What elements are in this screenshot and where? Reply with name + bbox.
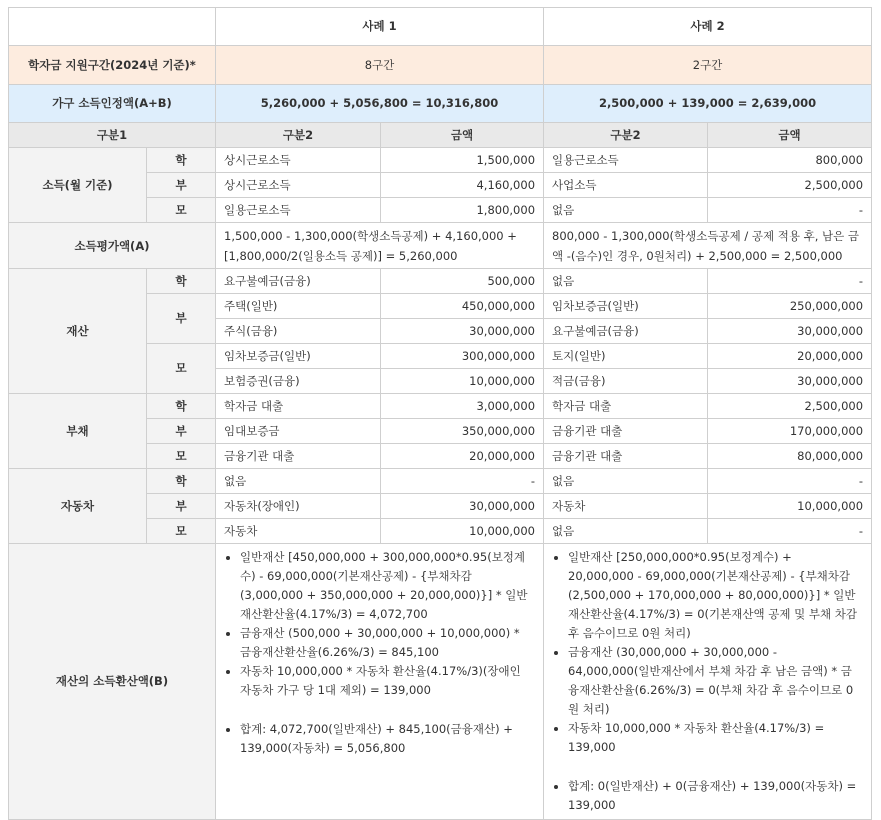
asset-item: 토지(일반): [544, 344, 708, 369]
conversion-case1-list: [226, 548, 533, 758]
household-income-row: [9, 85, 872, 123]
car-amount: -: [708, 519, 872, 544]
list-item: • 합계: 4,072,700(일반재산) + 845,100(금융재산) + 139,000(자동차) = 5,056,800: [240, 720, 533, 758]
debt-item: 학자금 대출: [216, 394, 381, 419]
asset-item: 요구불예금(금융): [544, 319, 708, 344]
car-item: 자동차(장애인): [216, 494, 381, 519]
car-amount: 30,000,000: [381, 494, 544, 519]
header-empty: [9, 8, 216, 46]
tier-case1: 8구간: [216, 46, 544, 85]
debt-item: 금융기관 대출: [544, 419, 708, 444]
income-eval-case1: 1,500,000 - 1,300,000(학생소득공제) + 4,160,000 + [1,800,000/2(일용소득 공제)] = 5,260,000: [216, 223, 544, 269]
tier-row: [9, 46, 872, 85]
table-row: [9, 469, 872, 494]
member-father: 부: [147, 173, 216, 198]
case2-header: 사례 2: [544, 8, 872, 46]
col-amount-case1: 금액: [381, 123, 544, 148]
income-label: 소득(월 기준): [9, 148, 147, 223]
car-item: 자동차: [216, 519, 381, 544]
member-student: 학: [147, 394, 216, 419]
asset-item: 주식(금융): [216, 319, 381, 344]
member-father: 부: [147, 419, 216, 444]
household-income-case2: 2,500,000 + 139,000 = 2,639,000: [544, 85, 872, 123]
asset-amount: 500,000: [381, 269, 544, 294]
asset-amount: 20,000,000: [708, 344, 872, 369]
income-item: 일용근로소득: [216, 198, 381, 223]
car-amount: -: [381, 469, 544, 494]
member-mother: 모: [147, 444, 216, 469]
tier-label: 학자금 지원구간(2024년 기준)*: [9, 46, 216, 85]
col-amount-case2: 금액: [708, 123, 872, 148]
member-mother: 모: [147, 198, 216, 223]
asset-amount: 10,000,000: [381, 369, 544, 394]
car-amount: -: [708, 469, 872, 494]
debt-amount: 3,000,000: [381, 394, 544, 419]
car-item: 없음: [216, 469, 381, 494]
asset-item: 없음: [544, 269, 708, 294]
table-row: [9, 148, 872, 173]
asset-amount: 30,000,000: [708, 319, 872, 344]
debt-amount: 80,000,000: [708, 444, 872, 469]
asset-item: 주택(일반): [216, 294, 381, 319]
asset-amount: 250,000,000: [708, 294, 872, 319]
debt-label: 부채: [9, 394, 147, 469]
asset-amount: -: [708, 269, 872, 294]
asset-amount: 450,000,000: [381, 294, 544, 319]
list-item: • 금융재산 (500,000 + 30,000,000 + 10,000,000) * 금융재산환산율(6.26%/3) = 845,100: [240, 624, 533, 662]
income-item: 없음: [544, 198, 708, 223]
income-item: 일용근로소득: [544, 148, 708, 173]
car-amount: 10,000,000: [381, 519, 544, 544]
car-item: 없음: [544, 519, 708, 544]
income-amount: 1,500,000: [381, 148, 544, 173]
member-student: 학: [147, 269, 216, 294]
income-amount: 4,160,000: [381, 173, 544, 198]
conversion-label: 재산의 소득환산액(B): [9, 544, 216, 820]
household-income-label: 가구 소득인정액(A+B): [9, 85, 216, 123]
income-amount: 1,800,000: [381, 198, 544, 223]
assets-label: 재산: [9, 269, 147, 394]
member-student: 학: [147, 469, 216, 494]
asset-amount: 300,000,000: [381, 344, 544, 369]
car-label: 자동차: [9, 469, 147, 544]
asset-item: 요구불예금(금융): [216, 269, 381, 294]
col-cat2-case2: 구분2: [544, 123, 708, 148]
conversion-case2-list: [554, 548, 861, 815]
col-cat1: 구분1: [9, 123, 216, 148]
debt-item: 금융기관 대출: [544, 444, 708, 469]
household-income-case1: 5,260,000 + 5,056,800 = 10,316,800: [216, 85, 544, 123]
debt-amount: 20,000,000: [381, 444, 544, 469]
conversion-row: [9, 544, 872, 820]
member-student: 학: [147, 148, 216, 173]
asset-item: 보험증권(금융): [216, 369, 381, 394]
asset-amount: 30,000,000: [381, 319, 544, 344]
table-row: [9, 394, 872, 419]
debt-amount: 350,000,000: [381, 419, 544, 444]
income-calculation-table: [8, 7, 872, 820]
income-eval-label: 소득평가액(A): [9, 223, 216, 269]
asset-amount: 30,000,000: [708, 369, 872, 394]
column-header-row: [9, 123, 872, 148]
list-item: • 자동차 10,000,000 * 자동차 환산율(4.17%/3)(장애인 자동차 가구 당 1대 제외) = 139,000: [240, 662, 533, 700]
income-eval-row: [9, 223, 872, 269]
car-amount: 10,000,000: [708, 494, 872, 519]
list-item: • 자동차 10,000,000 * 자동차 환산율(4.17%/3) = 139,000: [568, 719, 861, 757]
income-eval-case2: 800,000 - 1,300,000(학생소득공제 / 공제 적용 후, 남은 금액 -(음수)인 경우, 0원처리) + 2,500,000 = 2,500,000: [544, 223, 872, 269]
conversion-case2: [544, 544, 872, 820]
member-mother: 모: [147, 519, 216, 544]
tier-case2: 2구간: [544, 46, 872, 85]
conversion-case1: [216, 544, 544, 820]
case1-header: 사례 1: [216, 8, 544, 46]
debt-item: 임대보증금: [216, 419, 381, 444]
income-item: 상시근로소득: [216, 148, 381, 173]
income-item: 사업소득: [544, 173, 708, 198]
asset-item: 임차보증금(일반): [216, 344, 381, 369]
member-father: 부: [147, 494, 216, 519]
member-mother: 모: [147, 344, 216, 394]
member-father: 부: [147, 294, 216, 344]
table-row: [9, 269, 872, 294]
list-item: • 일반재산 [250,000,000*0.95(보정계수) + 20,000,000 - 69,000,000(기본재산공제) - {부채차감(2,500,000 + 170,000,000 + 80,000,000)}] * 일반재산환산율(4.17%/3) = 0(기본재산액 공제 및 부채 차감 후 음수이므로 0원 처리): [568, 548, 861, 643]
list-item: • 합계: 0(일반재산) + 0(금융재산) + 139,000(자동차) = 139,000: [568, 777, 861, 815]
debt-item: 금융기관 대출: [216, 444, 381, 469]
asset-item: 임차보증금(일반): [544, 294, 708, 319]
col-cat2-case1: 구분2: [216, 123, 381, 148]
income-item: 상시근로소득: [216, 173, 381, 198]
list-item: • 금융재산 (30,000,000 + 30,000,000 - 64,000,000(일반재산에서 부채 차감 후 남은 금액) * 금융재산환산율(6.26%/3) = 0(부채 차감 후 음수이므로 0원 처리): [568, 643, 861, 719]
list-item: • 일반재산 [450,000,000 + 300,000,000*0.95(보정계수) - 69,000,000(기본재산공제) - {부채차감(3,000,000 + 350,000,000 + 20,000,000)}] * 일반재산환산율(4.17%/3) = 4,072,700: [240, 548, 533, 624]
header-row: [9, 8, 872, 46]
car-item: 없음: [544, 469, 708, 494]
debt-item: 학자금 대출: [544, 394, 708, 419]
income-amount: 2,500,000: [708, 173, 872, 198]
income-amount: -: [708, 198, 872, 223]
income-amount: 800,000: [708, 148, 872, 173]
asset-item: 적금(금융): [544, 369, 708, 394]
car-item: 자동차: [544, 494, 708, 519]
debt-amount: 2,500,000: [708, 394, 872, 419]
debt-amount: 170,000,000: [708, 419, 872, 444]
